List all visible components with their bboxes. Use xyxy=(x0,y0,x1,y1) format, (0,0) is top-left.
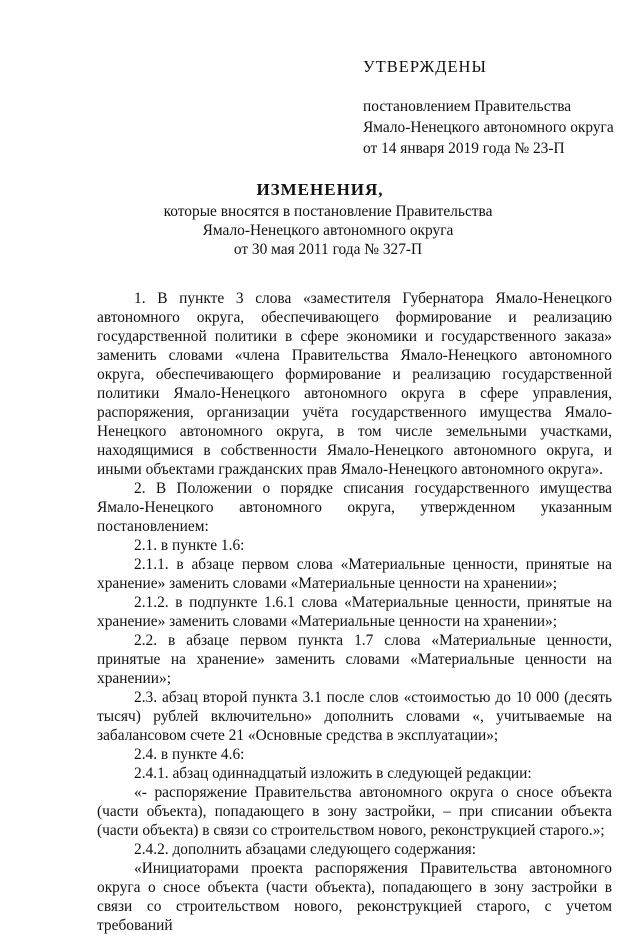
subtitle-line: Ямало-Ненецкого автономного округа xyxy=(202,222,454,239)
paragraph-quote-2: «Инициаторами проекта распоряжения Правительства автономного округа о сносе объекта (части объекта), попадающего в зону застройки в связи со строительством нового, реконструкцией старого, с учетом требований xyxy=(97,860,612,934)
document-body xyxy=(97,289,612,935)
resolution-line: постановлением Правительства xyxy=(363,98,572,115)
paragraph-1: 1. В пункте 3 слова «заместителя Губернатора Ямало-Ненецкого автономного округа, обеспечивающего формирование и реализацию государственной политики в сфере экономики и государственного заказа» заменить словами «члена Правительства Ямало-Ненецкого автономного округа, обеспечивающего формирование и реализацию государственной политики Ямало-Ненецкого автономного округа в сфере управления, распоряжения, организации учёта государственного имущества Ямало-Ненецкого автономного округа, в том числе земельными участками, находящимися в собственности Ямало-Ненецкого автономного округа, и иными объектами гражданских прав Ямало-Ненецкого автономного округа». xyxy=(97,290,612,478)
resolution-line: от 14 января 2019 года № 23-П xyxy=(363,140,565,157)
paragraph-2-4-2: 2.4.2. дополнить абзацами следующего содержания: xyxy=(134,841,476,858)
document-title: ИЗМЕНЕНИЯ, xyxy=(256,180,384,199)
paragraph-2-2: 2.2. в абзаце первом пункта 1.7 слова «Материальные ценности, принятые на хранение» заменить словами «Материальные ценности на хранении»; xyxy=(97,632,612,687)
paragraph-2-1: 2.1. в пункте 1.6: xyxy=(134,537,245,554)
paragraph-2-4-1: 2.4.1. абзац одиннадцатый изложить в следующей редакции: xyxy=(134,765,532,782)
paragraph-2-1-2: 2.1.2. в подпункте 1.6.1 слова «Материальные ценности, принятые на хранение» заменить словами «Материальные ценности на хранении»; xyxy=(97,594,612,630)
paragraph-2-4: 2.4. в пункте 4.6: xyxy=(134,746,245,763)
subtitle-line: от 30 мая 2011 года № 327-П xyxy=(233,241,423,258)
resolution-reference xyxy=(363,96,614,159)
paragraph-2: 2. В Положении о порядке списания государственного имущества Ямало-Ненецкого автономного округа, утвержденном указанным постановлением: xyxy=(97,480,612,535)
subtitle-line: которые вносятся в постановление Правительства xyxy=(163,203,493,220)
resolution-line: Ямало-Ненецкого автономного округа xyxy=(363,119,614,136)
paragraph-quote-1: «- распоряжение Правительства автономного округа о сносе объекта (части объекта), попадающего в зону застройки, – при списании объекта (части объекта) в связи со строительством нового, реконструкцией старого.»; xyxy=(97,784,612,839)
paragraph-2-3: 2.3. абзац второй пункта 3.1 после слов «стоимостью до 10 000 (десять тысяч) рублей включительно» дополнить словами «, учитываемые на забалансовом счете 21 «Основные средства в эксплуатации»; xyxy=(97,689,612,744)
paragraph-2-1-1: 2.1.1. в абзаце первом слова «Материальные ценности, принятые на хранение» заменить словами «Материальные ценности на хранении»; xyxy=(97,556,612,592)
approved-stamp-heading: УТВЕРЖДЕНЫ xyxy=(363,57,487,76)
document-subtitle xyxy=(48,202,608,259)
